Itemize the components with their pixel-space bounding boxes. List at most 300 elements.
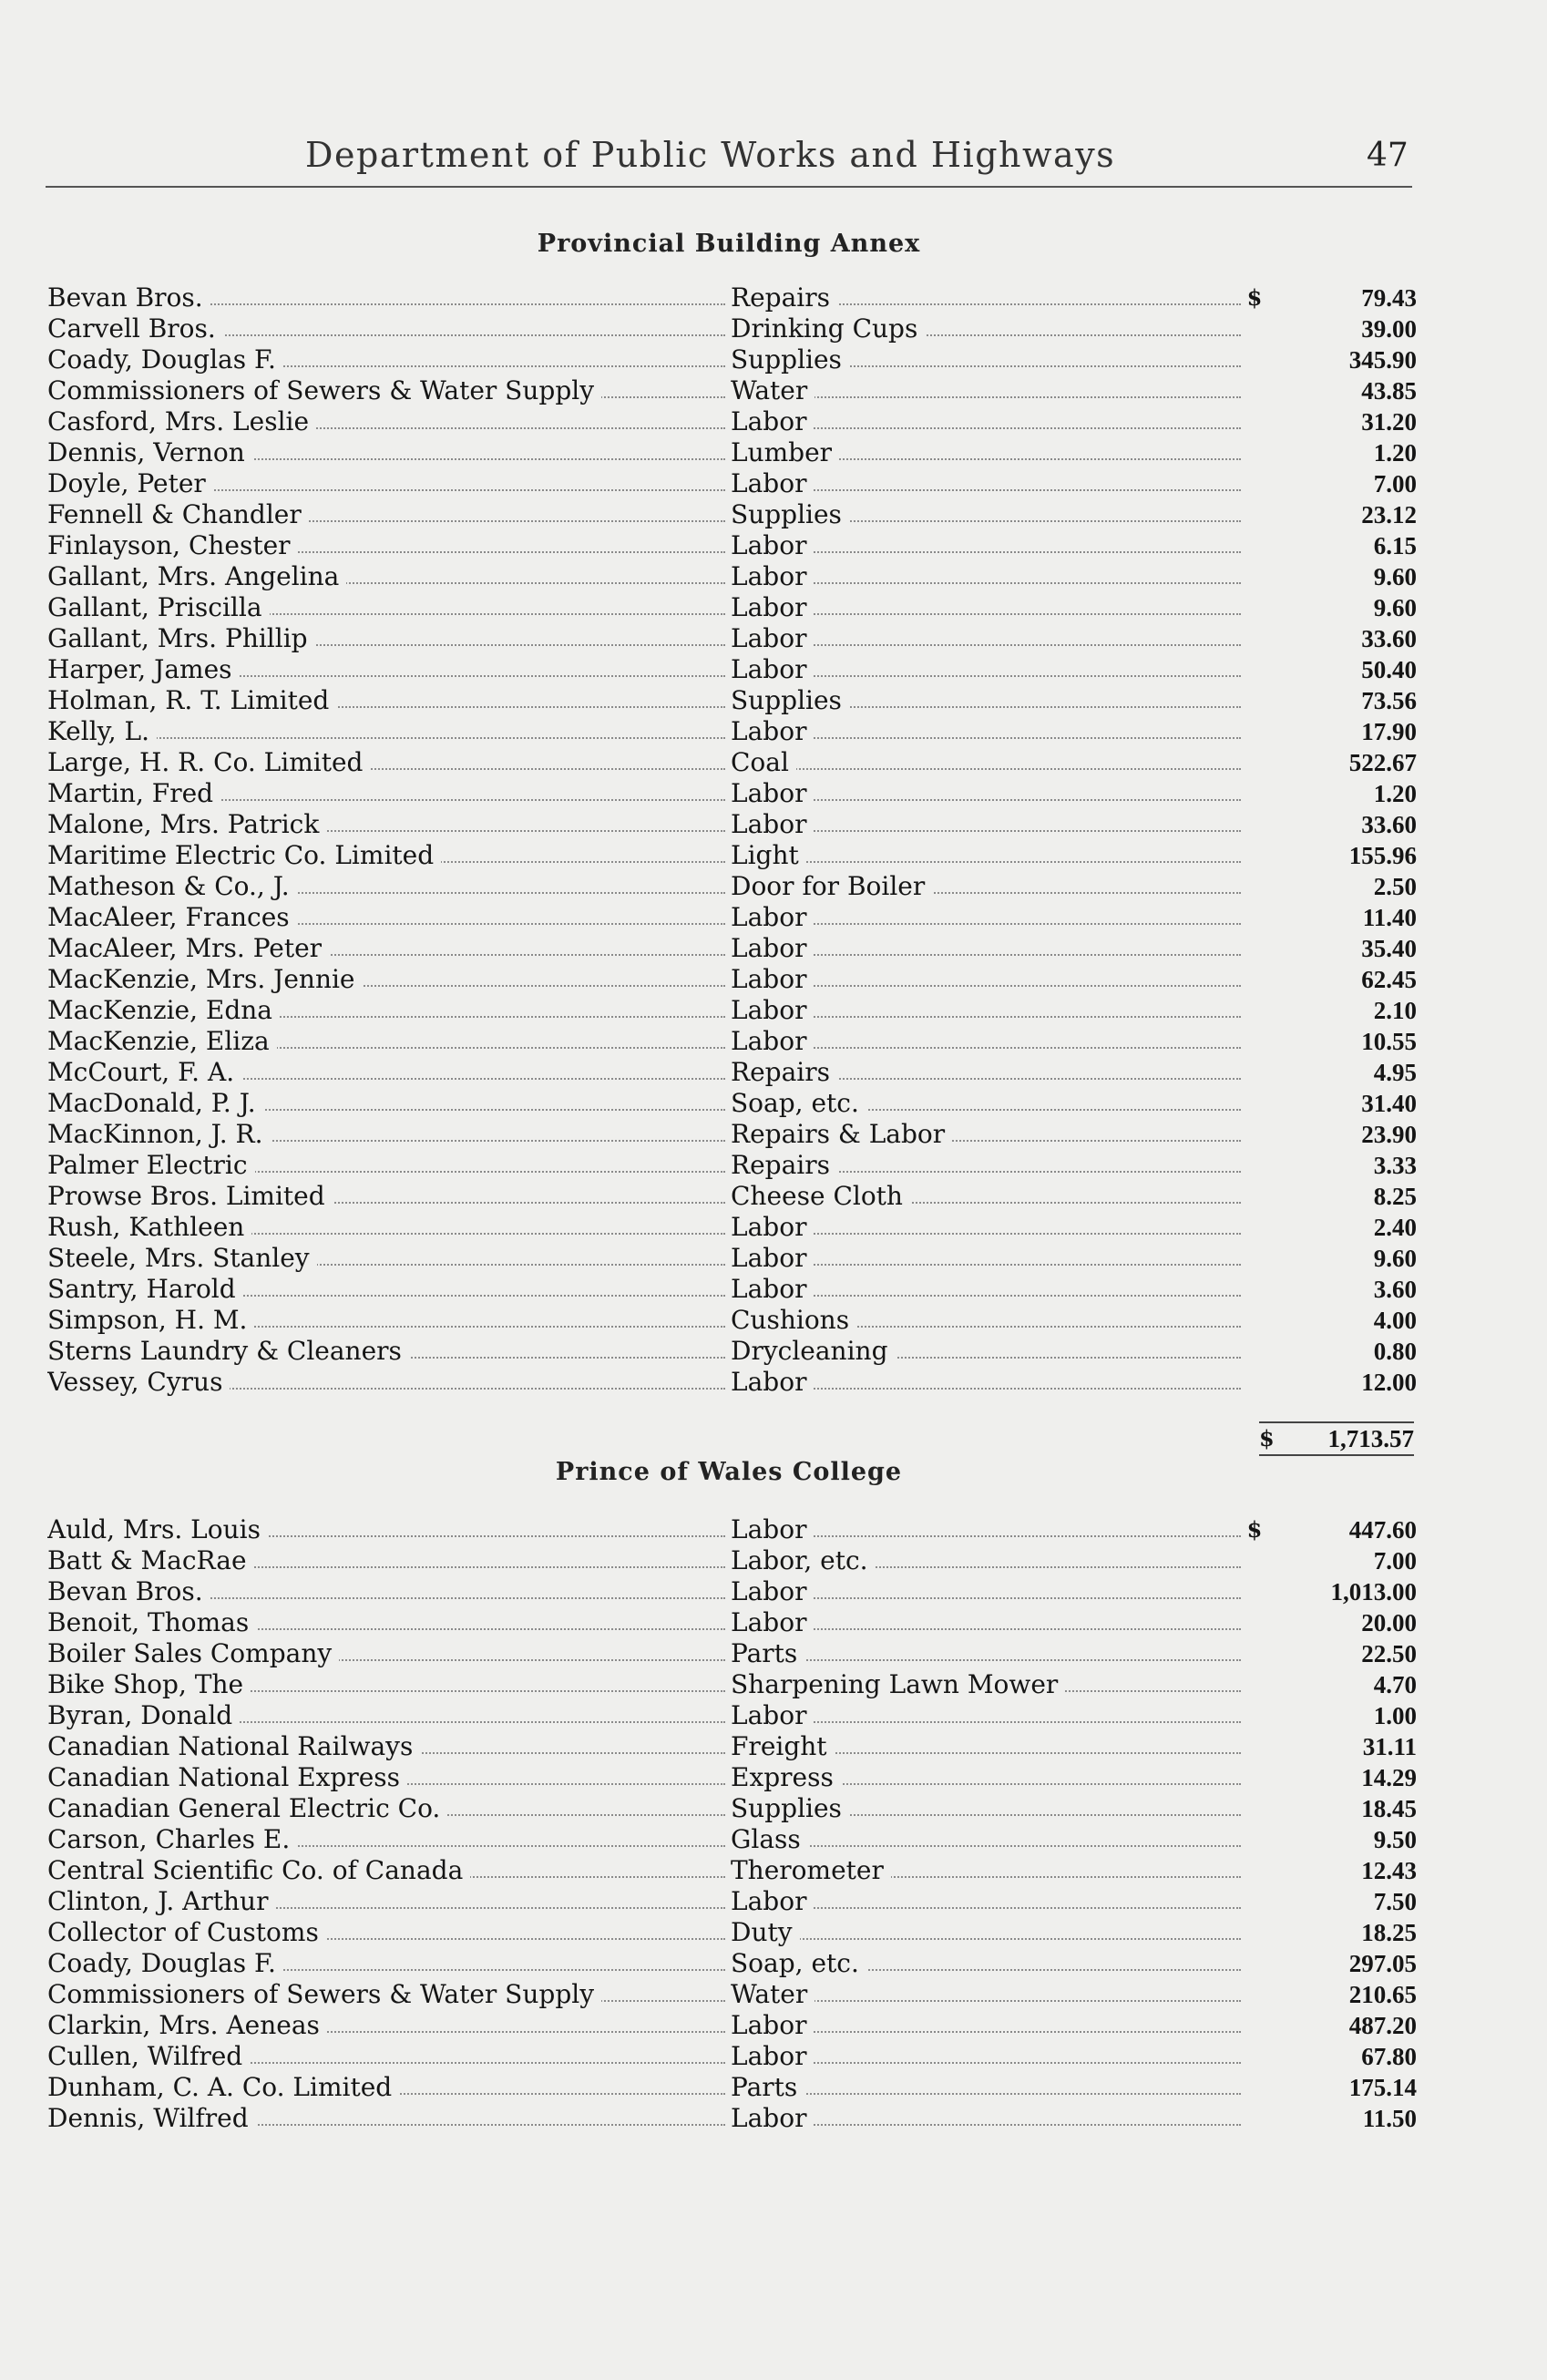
payee-cell — [47, 1336, 731, 1367]
purpose-text: Labor — [731, 2010, 814, 2040]
purpose-text: Labor — [731, 995, 814, 1025]
purpose-text: Supplies — [731, 344, 849, 374]
ledger-row — [0, 1545, 1547, 1576]
purpose-cell — [731, 592, 1241, 623]
section-heading-provincial-building-annex: Provincial Building Annex — [537, 230, 921, 258]
amount: 4.00 — [1373, 1307, 1417, 1334]
purpose-text: Labor — [731, 1607, 814, 1637]
ledger-row — [0, 1367, 1547, 1398]
amount: 175.14 — [1348, 2074, 1417, 2101]
amount: 2.10 — [1373, 997, 1417, 1024]
amount: 1,013.00 — [1330, 1578, 1417, 1605]
ledger-row — [0, 1917, 1547, 1948]
purpose-cell — [731, 1979, 1241, 2010]
purpose-text: Labor — [731, 1514, 814, 1544]
purpose-cell — [731, 1088, 1241, 1119]
purpose-cell — [731, 1638, 1241, 1669]
section-prince-of-wales-college — [0, 1514, 1547, 2134]
purpose-text: Cushions — [731, 1305, 856, 1335]
payee-cell — [47, 1150, 731, 1181]
ledger-row — [0, 1824, 1547, 1855]
ledger-row — [0, 840, 1547, 871]
purpose-text: Light — [731, 840, 806, 870]
amount: 43.85 — [1361, 377, 1417, 405]
ledger-row — [0, 778, 1547, 809]
amount: 2.50 — [1373, 873, 1417, 900]
purpose-text: Freight — [731, 1731, 835, 1761]
purpose-cell — [731, 654, 1241, 685]
ledger-row — [0, 1855, 1547, 1886]
ledger-row — [0, 716, 1547, 747]
payee-cell — [47, 344, 731, 375]
ledger-row — [0, 1669, 1547, 1700]
purpose-cell — [731, 1855, 1241, 1886]
purpose-cell — [731, 1576, 1241, 1607]
purpose-cell — [731, 468, 1241, 499]
payee-cell — [47, 1305, 731, 1336]
amount: 12.43 — [1361, 1857, 1417, 1884]
payee-cell — [47, 561, 731, 592]
ledger-row — [0, 2103, 1547, 2134]
page-title: Department of Public Works and Highways — [305, 135, 1116, 175]
amount: 73.56 — [1361, 687, 1417, 714]
payee-name: Harper, James — [47, 654, 240, 684]
amount: 1.20 — [1373, 780, 1417, 807]
purpose-text: Door for Boiler — [731, 871, 932, 901]
amount: 9.60 — [1373, 1245, 1417, 1272]
purpose-cell — [731, 840, 1241, 871]
ledger-row — [0, 685, 1547, 716]
purpose-cell — [731, 1607, 1241, 1638]
payee-cell — [47, 1638, 731, 1669]
purpose-cell — [731, 1026, 1241, 1057]
purpose-text: Labor — [731, 933, 814, 963]
payee-cell — [47, 1088, 731, 1119]
purpose-text: Repairs — [731, 282, 837, 313]
purpose-cell — [731, 1669, 1241, 1700]
payee-name: Casford, Mrs. Leslie — [47, 406, 316, 436]
payee-cell — [47, 1057, 731, 1088]
amount: 1.20 — [1373, 439, 1417, 467]
payee-cell — [47, 313, 731, 344]
amount: 155.96 — [1348, 842, 1417, 869]
amount: 210.65 — [1348, 1981, 1417, 2008]
ledger-row — [0, 406, 1547, 437]
purpose-cell — [731, 1119, 1241, 1150]
purpose-text: Labor — [731, 1576, 814, 1606]
ledger-row — [0, 623, 1547, 654]
payee-cell — [47, 530, 731, 561]
payee-name: Boiler Sales Company — [47, 1638, 339, 1668]
payee-cell — [47, 685, 731, 716]
payee-name: Carson, Charles E. — [47, 1824, 297, 1854]
purpose-text: Labor — [731, 964, 814, 994]
purpose-text: Soap, etc. — [731, 1948, 866, 1978]
ledger-row — [0, 1607, 1547, 1638]
payee-cell — [47, 592, 731, 623]
amount: 67.80 — [1361, 2043, 1417, 2070]
purpose-text: Glass — [731, 1824, 808, 1854]
purpose-text: Labor — [731, 2041, 814, 2071]
payee-name: MacAleer, Frances — [47, 902, 297, 932]
payee-name: Steele, Mrs. Stanley — [47, 1243, 317, 1273]
ledger-row — [0, 2072, 1547, 2103]
payee-name: Doyle, Peter — [47, 468, 213, 498]
amount: 7.00 — [1373, 470, 1417, 498]
payee-name: Clarkin, Mrs. Aeneas — [47, 2010, 327, 2040]
payee-name: Santry, Harold — [47, 1274, 243, 1304]
payee-name: Gallant, Priscilla — [47, 592, 270, 622]
purpose-text: Labor — [731, 654, 814, 684]
amount: 11.40 — [1362, 904, 1417, 931]
purpose-cell — [731, 716, 1241, 747]
ledger-row — [0, 1638, 1547, 1669]
purpose-text: Repairs — [731, 1150, 837, 1180]
purpose-cell — [731, 561, 1241, 592]
payee-cell — [47, 1886, 731, 1917]
purpose-cell — [731, 2010, 1241, 2041]
ledger-row — [0, 933, 1547, 964]
payee-cell — [47, 1545, 731, 1576]
payee-cell — [47, 1700, 731, 1731]
payee-name: MacDonald, P. J. — [47, 1088, 263, 1118]
payee-cell — [47, 1917, 731, 1948]
purpose-text: Labor — [731, 530, 814, 560]
ledger-row — [0, 1243, 1547, 1274]
payee-name: Coady, Douglas F. — [47, 1948, 283, 1978]
ledger-row — [0, 437, 1547, 468]
payee-cell — [47, 375, 731, 406]
header-rule — [46, 186, 1412, 188]
running-head — [0, 135, 1547, 190]
section-provincial-building-annex — [0, 282, 1547, 1398]
payee-name: Commissioners of Sewers & Water Supply — [47, 375, 601, 405]
purpose-text: Coal — [731, 747, 796, 777]
purpose-text: Parts — [731, 2072, 804, 2102]
payee-name: Collector of Customs — [47, 1917, 326, 1947]
dot-leader — [731, 768, 1241, 770]
amount: 4.95 — [1373, 1059, 1417, 1086]
dot-leader — [731, 2093, 1241, 2095]
section-heading-prince-of-wales-college: Prince of Wales College — [555, 1458, 903, 1486]
amount: 12.00 — [1361, 1369, 1417, 1396]
ledger-row — [0, 1088, 1547, 1119]
purpose-cell — [731, 1305, 1241, 1336]
ledger-row — [0, 1305, 1547, 1336]
payee-cell — [47, 1026, 731, 1057]
payee-cell — [47, 933, 731, 964]
purpose-cell — [731, 902, 1241, 933]
purpose-text: Duty — [731, 1917, 800, 1947]
purpose-cell — [731, 747, 1241, 778]
payee-cell — [47, 1979, 731, 2010]
purpose-text: Water — [731, 1979, 814, 2009]
amount: 31.11 — [1362, 1733, 1417, 1760]
amount: 2.40 — [1373, 1214, 1417, 1241]
ledger-row — [0, 1793, 1547, 1824]
ledger-row — [0, 871, 1547, 902]
payee-cell — [47, 871, 731, 902]
ledger-row — [0, 561, 1547, 592]
purpose-text: Drinking Cups — [731, 313, 925, 344]
ledger-row — [0, 1886, 1547, 1917]
payee-cell — [47, 1855, 731, 1886]
purpose-text: Labor — [731, 592, 814, 622]
payee-cell — [47, 499, 731, 530]
purpose-text: Express — [731, 1762, 841, 1792]
payee-cell — [47, 1793, 731, 1824]
payee-name: Canadian National Express — [47, 1762, 407, 1792]
purpose-cell — [731, 1057, 1241, 1088]
payee-cell — [47, 716, 731, 747]
amount: 20.00 — [1361, 1609, 1417, 1636]
purpose-text: Parts — [731, 1638, 804, 1668]
payee-name: Prowse Bros. Limited — [47, 1181, 333, 1211]
page-number: 47 — [1367, 137, 1409, 174]
payee-name: Cullen, Wilfred — [47, 2041, 250, 2071]
amount: 297.05 — [1348, 1950, 1417, 1977]
purpose-text: Labor — [731, 1026, 814, 1056]
payee-cell — [47, 809, 731, 840]
amount: 79.43 — [1361, 284, 1417, 312]
payee-cell — [47, 1181, 731, 1212]
purpose-text: Therometer — [731, 1855, 891, 1885]
amount: 345.90 — [1348, 346, 1417, 374]
payee-cell — [47, 840, 731, 871]
amount: 62.45 — [1361, 966, 1417, 993]
ledger-row — [0, 1336, 1547, 1367]
amount: 9.60 — [1373, 563, 1417, 590]
purpose-text: Labor — [731, 1367, 814, 1397]
purpose-cell — [731, 1336, 1241, 1367]
payee-cell — [47, 1119, 731, 1150]
amount: 522.67 — [1348, 749, 1417, 776]
amount: 23.90 — [1361, 1121, 1417, 1148]
amount: 9.50 — [1373, 1826, 1417, 1853]
amount: 9.60 — [1373, 594, 1417, 621]
purpose-cell — [731, 778, 1241, 809]
payee-name: Maritime Electric Co. Limited — [47, 840, 441, 870]
ledger-row — [0, 902, 1547, 933]
ledger-row — [0, 1274, 1547, 1305]
ledger-row — [0, 530, 1547, 561]
amount: 4.70 — [1373, 1671, 1417, 1698]
ledger-row — [0, 1514, 1547, 1545]
purpose-text: Sharpening Lawn Mower — [731, 1669, 1065, 1699]
amount: 0.80 — [1373, 1338, 1417, 1365]
payee-name: MacKenzie, Eliza — [47, 1026, 277, 1056]
payee-cell — [47, 1243, 731, 1274]
purpose-text: Supplies — [731, 1793, 849, 1823]
amount: 487.20 — [1348, 2012, 1417, 2039]
amount: 35.40 — [1361, 935, 1417, 962]
amount: 1.00 — [1373, 1702, 1417, 1729]
payee-name: MacKinnon, J. R. — [47, 1119, 271, 1149]
purpose-cell — [731, 437, 1241, 468]
purpose-cell — [731, 2072, 1241, 2103]
ledger-row — [0, 1119, 1547, 1150]
payee-cell — [47, 1948, 731, 1979]
ledger-row — [0, 1181, 1547, 1212]
purpose-cell — [731, 1212, 1241, 1243]
payee-name: Carvell Bros. — [47, 313, 223, 344]
ledger-row — [0, 1762, 1547, 1793]
total-dollar-sign: $ — [1259, 1425, 1275, 1452]
payee-cell — [47, 1731, 731, 1762]
payee-cell — [47, 406, 731, 437]
amount: 39.00 — [1361, 315, 1417, 343]
ledger-row — [0, 344, 1547, 375]
purpose-cell — [731, 933, 1241, 964]
amount: 8.25 — [1373, 1183, 1417, 1210]
payee-name: MacKenzie, Mrs. Jennie — [47, 964, 363, 994]
purpose-text: Labor — [731, 1274, 814, 1304]
amount: 447.60 — [1348, 1516, 1417, 1544]
payee-cell — [47, 1576, 731, 1607]
purpose-text: Labor — [731, 561, 814, 591]
amount: 10.55 — [1361, 1028, 1417, 1055]
purpose-text: Labor — [731, 778, 814, 808]
payee-name: Byran, Donald — [47, 1700, 240, 1730]
payee-name: Bike Shop, The — [47, 1669, 251, 1699]
section-total-amount: 1,713.57 — [1327, 1425, 1414, 1452]
payee-name: Sterns Laundry & Cleaners — [47, 1336, 409, 1366]
ledger-row — [0, 1057, 1547, 1088]
purpose-text: Repairs — [731, 1057, 837, 1087]
payee-cell — [47, 995, 731, 1026]
payee-cell — [47, 1607, 731, 1638]
payee-name: Simpson, H. M. — [47, 1305, 254, 1335]
payee-cell — [47, 2010, 731, 2041]
purpose-text: Labor — [731, 623, 814, 653]
payee-cell — [47, 1274, 731, 1305]
ledger-row — [0, 592, 1547, 623]
purpose-text: Labor — [731, 902, 814, 932]
ledger-row — [0, 1150, 1547, 1181]
amount: 3.33 — [1373, 1152, 1417, 1179]
ledger-row — [0, 1026, 1547, 1057]
payee-cell — [47, 623, 731, 654]
section-total-provincial-building-annex — [1259, 1421, 1414, 1456]
purpose-cell — [731, 2041, 1241, 2072]
payee-name: Batt & MacRae — [47, 1545, 254, 1575]
purpose-text: Repairs & Labor — [731, 1119, 952, 1149]
purpose-cell — [731, 1243, 1241, 1274]
payee-name: Canadian National Railways — [47, 1731, 420, 1761]
payee-cell — [47, 1762, 731, 1793]
amount: 17.90 — [1361, 718, 1417, 745]
ledger-row — [0, 1576, 1547, 1607]
ledger-row — [0, 809, 1547, 840]
amount: 14.29 — [1361, 1764, 1417, 1791]
payee-name: Auld, Mrs. Louis — [47, 1514, 268, 1544]
purpose-cell — [731, 1762, 1241, 1793]
payee-name: Matheson & Co., J. — [47, 871, 297, 901]
payee-name: Commissioners of Sewers & Water Supply — [47, 1979, 601, 2009]
payee-name: Dunham, C. A. Co. Limited — [47, 2072, 399, 2102]
ledger-row — [0, 375, 1547, 406]
purpose-text: Drycleaning — [731, 1336, 896, 1366]
dot-leader — [731, 1659, 1241, 1661]
payee-cell — [47, 468, 731, 499]
amount: 3.60 — [1373, 1276, 1417, 1303]
purpose-cell — [731, 1731, 1241, 1762]
purpose-cell — [731, 499, 1241, 530]
payee-name: Malone, Mrs. Patrick — [47, 809, 326, 839]
purpose-cell — [731, 1181, 1241, 1212]
ledger-row — [0, 282, 1547, 313]
amount: 7.50 — [1373, 1888, 1417, 1915]
payee-name: Finlayson, Chester — [47, 530, 298, 560]
purpose-text: Water — [731, 375, 814, 405]
purpose-cell — [731, 375, 1241, 406]
purpose-text: Soap, etc. — [731, 1088, 866, 1118]
payee-cell — [47, 1212, 731, 1243]
payee-name: Bevan Bros. — [47, 1576, 210, 1606]
ledger-row — [0, 747, 1547, 778]
payee-name: Coady, Douglas F. — [47, 344, 283, 374]
purpose-text: Labor — [731, 406, 814, 436]
payee-cell — [47, 778, 731, 809]
ledger-row — [0, 654, 1547, 685]
ledger-row — [0, 1212, 1547, 1243]
purpose-cell — [731, 1824, 1241, 1855]
payee-name: Gallant, Mrs. Angelina — [47, 561, 346, 591]
ledger-row — [0, 1979, 1547, 2010]
payee-cell — [47, 1514, 731, 1545]
purpose-cell — [731, 623, 1241, 654]
payee-name: Large, H. R. Co. Limited — [47, 747, 370, 777]
purpose-cell — [731, 406, 1241, 437]
payee-cell — [47, 2103, 731, 2134]
amount: 33.60 — [1361, 625, 1417, 652]
payee-cell — [47, 1824, 731, 1855]
purpose-cell — [731, 344, 1241, 375]
purpose-cell — [731, 1700, 1241, 1731]
payee-name: Kelly, L. — [47, 716, 157, 746]
amount: 23.12 — [1361, 501, 1417, 528]
purpose-text: Labor — [731, 809, 814, 839]
amount: 22.50 — [1361, 1640, 1417, 1667]
payee-name: Clinton, J. Arthur — [47, 1886, 275, 1916]
purpose-text: Labor, etc. — [731, 1545, 876, 1575]
dollar-sign: $ — [1246, 1516, 1263, 1543]
ledger-row — [0, 499, 1547, 530]
purpose-text: Labor — [731, 468, 814, 498]
payee-name: MacKenzie, Edna — [47, 995, 280, 1025]
ledger-row — [0, 2041, 1547, 2072]
ledger-row — [0, 1700, 1547, 1731]
payee-name: Martin, Fred — [47, 778, 220, 808]
ledger-row — [0, 2010, 1547, 2041]
purpose-cell — [731, 995, 1241, 1026]
purpose-cell — [731, 1150, 1241, 1181]
payee-name: Fennell & Chandler — [47, 499, 309, 529]
purpose-text: Lumber — [731, 437, 839, 467]
payee-name: Vessey, Cyrus — [47, 1367, 230, 1397]
purpose-cell — [731, 1514, 1241, 1545]
ledger-row — [0, 995, 1547, 1026]
payee-name: Dennis, Vernon — [47, 437, 252, 467]
purpose-cell — [731, 2103, 1241, 2134]
purpose-text: Labor — [731, 2103, 814, 2133]
purpose-cell — [731, 964, 1241, 995]
purpose-text: Labor — [731, 1243, 814, 1273]
purpose-cell — [731, 685, 1241, 716]
payee-name: Rush, Kathleen — [47, 1212, 251, 1242]
payee-cell — [47, 2041, 731, 2072]
amount: 11.50 — [1362, 2105, 1417, 2132]
